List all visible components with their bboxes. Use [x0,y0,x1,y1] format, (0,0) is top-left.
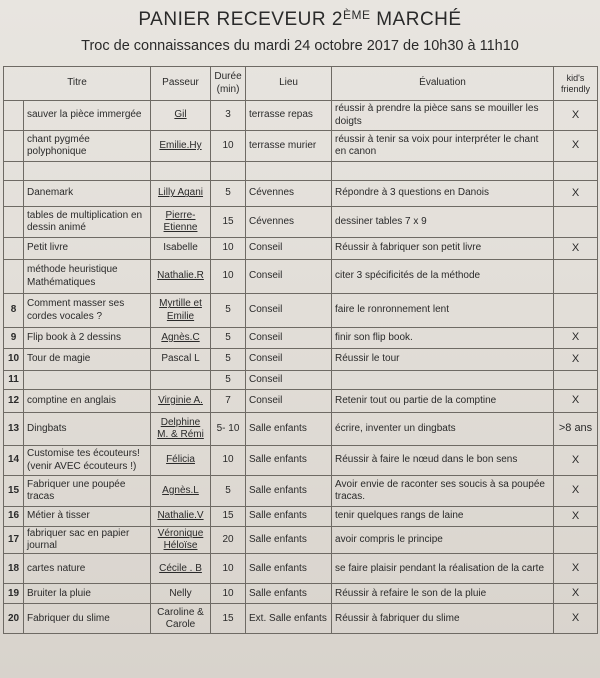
row-number: 16 [4,507,24,527]
cell-evaluation: Réussir à fabriquer du slime [332,604,554,634]
cell-titre: chant pygmée polyphonique [24,131,151,162]
cell-duree: 5 [211,371,246,390]
row-number [4,101,24,131]
cell-evaluation: réussir à tenir sa voix pour interpréter le chant en canon [332,131,554,162]
cell-evaluation: se faire plaisir pendant la réalisation de la carte [332,554,554,584]
cell-kids-friendly: X [554,349,598,371]
cell-titre: Petit livre [24,238,151,260]
cell-passeur [151,101,211,131]
cell-duree: 10 [211,446,246,476]
cell-passeur [151,604,211,634]
document-subtitle: Troc de connaissances du mardi 24 octobre 2017 de 10h30 à 11h10 [81,38,519,54]
cell-passeur [151,476,211,507]
row-number: 14 [4,446,24,476]
cell-lieu: Salle enfants [246,554,332,584]
cell-duree: 10 [211,554,246,584]
passeur-name: Delphine M. & Rémi [157,416,204,440]
table-row [4,476,598,507]
cell-titre: Métier à tisser [24,507,151,527]
cell-kids-friendly: >8 ans [554,413,598,446]
passeur-name: Véronique Héloïse [157,528,204,552]
cell-lieu: Salle enfants [246,584,332,604]
cell-titre: Fabriquer une poupée tracas [24,476,151,507]
cell-lieu: Conseil [246,349,332,371]
cell-duree: 3 [211,101,246,131]
cell-lieu: Cévennes [246,181,332,207]
table-row [4,371,598,390]
header-kids-friendly: kid's friendly [554,67,598,101]
passeur-name: Isabelle [163,242,198,254]
passeur-name: Félicia [166,454,195,466]
table-row [4,527,598,554]
cell-evaluation: écrire, inventer un dingbats [332,413,554,446]
row-number: 15 [4,476,24,507]
cell-duree: 5- 10 [211,413,246,446]
cell-duree: 5 [211,181,246,207]
row-number [4,238,24,260]
cell-titre: comptine en anglais [24,390,151,413]
cell-duree: 5 [211,328,246,349]
table-row [4,294,598,328]
cell-lieu: Conseil [246,294,332,328]
cell-passeur [151,131,211,162]
cell-lieu: Salle enfants [246,527,332,554]
row-number: 18 [4,554,24,584]
header-passeur: Passeur [151,67,211,101]
table-row [4,238,598,260]
cell-duree: 10 [211,584,246,604]
cell-kids-friendly: X [554,131,598,162]
table-row [4,162,598,181]
passeur-name: Pierre-Etienne [163,209,198,233]
cell-titre [24,371,151,390]
table-row [4,260,598,294]
passeur-name: Myrtille et Emilie [159,298,202,322]
cell-passeur [151,527,211,554]
cell-lieu: Ext. Salle enfants [246,604,332,634]
row-number [4,260,24,294]
cell-titre: Tour de magie [24,349,151,371]
cell-lieu: Conseil [246,371,332,390]
cell-passeur [151,507,211,527]
cell-kids-friendly [554,527,598,554]
cell-lieu: terrasse murier [246,131,332,162]
cell-titre: Customise tes écouteurs! (venir AVEC écouteurs !) [24,446,151,476]
document-title: PANIER RECEVEUR 2ÈME MARCHÉ [138,8,462,30]
cell-evaluation: citer 3 spécificités de la méthode [332,260,554,294]
table-row [4,390,598,413]
cell-titre: Danemark [24,181,151,207]
cell-duree: 15 [211,507,246,527]
cell-kids-friendly [554,371,598,390]
row-number [4,207,24,238]
cell-duree [211,162,246,181]
cell-kids-friendly: X [554,476,598,507]
cell-evaluation [332,371,554,390]
cell-kids-friendly [554,162,598,181]
header-evaluation: Évaluation [332,67,554,101]
cell-kids-friendly: X [554,238,598,260]
cell-evaluation: Avoir envie de raconter ses soucis à sa poupée tracas. [332,476,554,507]
row-number: 10 [4,349,24,371]
cell-kids-friendly: X [554,604,598,634]
cell-evaluation: Réussir à refaire le son de la pluie [332,584,554,604]
passeur-name: Agnès.C [161,331,200,343]
table-row [4,181,598,207]
cell-lieu: Conseil [246,238,332,260]
passeur-name: Agnès.L [162,484,199,496]
cell-passeur [151,328,211,349]
cell-evaluation: dessiner tables 7 x 9 [332,207,554,238]
cell-kids-friendly: X [554,181,598,207]
cell-duree: 20 [211,527,246,554]
table-row [4,584,598,604]
passeur-name: Emilie.Hy [159,139,202,151]
cell-evaluation [332,162,554,181]
row-number: 11 [4,371,24,390]
passeur-name: Caroline & Carole [157,606,204,630]
row-number: 17 [4,527,24,554]
cell-passeur [151,162,211,181]
cell-kids-friendly: X [554,390,598,413]
cell-titre: Dingbats [24,413,151,446]
cell-passeur [151,554,211,584]
cell-lieu: Salle enfants [246,476,332,507]
cell-kids-friendly: X [554,554,598,584]
cell-titre: Comment masser ses cordes vocales ? [24,294,151,328]
cell-kids-friendly: X [554,507,598,527]
passeur-name: Virginie A. [158,394,203,406]
cell-passeur [151,349,211,371]
passeur-name: Nathalie.V [157,510,204,522]
cell-titre: cartes nature [24,554,151,584]
cell-duree: 5 [211,349,246,371]
cell-passeur [151,207,211,238]
table-row [4,328,598,349]
cell-titre: Bruiter la pluie [24,584,151,604]
cell-evaluation: avoir compris le principe [332,527,554,554]
cell-evaluation: Réussir à fabriquer son petit livre [332,238,554,260]
cell-titre: Fabriquer du slime [24,604,151,634]
row-number: 8 [4,294,24,328]
header-lieu: Lieu [246,67,332,101]
cell-duree: 5 [211,476,246,507]
cell-passeur [151,390,211,413]
passeur-name: Pascal L [161,353,200,365]
cell-evaluation: faire le ronronnement lent [332,294,554,328]
cell-duree: 7 [211,390,246,413]
cell-lieu: Conseil [246,328,332,349]
header-titre: Titre [4,67,151,101]
cell-passeur [151,181,211,207]
cell-passeur [151,446,211,476]
table-header-row [4,67,598,101]
passeur-name: Gil [174,109,187,121]
passeur-name: Cécile . B [159,562,202,574]
passeur-name: Lilly Agani [158,187,204,199]
cell-kids-friendly: X [554,446,598,476]
cell-passeur [151,413,211,446]
cell-lieu: Cévennes [246,207,332,238]
passeur-name: Nathalie.R [157,270,204,282]
cell-kids-friendly [554,260,598,294]
cell-evaluation: Réussir le tour [332,349,554,371]
row-number [4,131,24,162]
cell-passeur [151,584,211,604]
cell-duree: 15 [211,604,246,634]
cell-kids-friendly [554,207,598,238]
passeur-name: Nelly [169,587,192,599]
cell-titre [24,162,151,181]
row-number [4,162,24,181]
row-number [4,181,24,207]
table-row [4,101,598,131]
cell-evaluation: Répondre à 3 questions en Danois [332,181,554,207]
cell-kids-friendly [554,294,598,328]
cell-evaluation: Réussir à faire le nœud dans le bon sens [332,446,554,476]
cell-duree: 10 [211,131,246,162]
cell-passeur [151,238,211,260]
cell-evaluation: Retenir tout ou partie de la comptine [332,390,554,413]
table-row [4,207,598,238]
cell-lieu: Salle enfants [246,413,332,446]
cell-lieu: terrasse repas [246,101,332,131]
cell-lieu [246,162,332,181]
cell-evaluation: finir son flip book. [332,328,554,349]
cell-duree: 10 [211,260,246,294]
cell-passeur [151,371,211,390]
table-row [4,604,598,634]
cell-evaluation: réussir à prendre la pièce sans se mouiller les doigts [332,101,554,131]
table-row [4,554,598,584]
cell-passeur [151,260,211,294]
row-number: 9 [4,328,24,349]
cell-titre: méthode heuristique Mathématiques [24,260,151,294]
table-row [4,131,598,162]
cell-lieu: Salle enfants [246,446,332,476]
table-row [4,413,598,446]
cell-titre: Flip book à 2 dessins [24,328,151,349]
cell-lieu: Salle enfants [246,507,332,527]
cell-kids-friendly: X [554,584,598,604]
cell-titre: fabriquer sac en papier journal [24,527,151,554]
schedule-table [3,66,598,634]
cell-duree: 5 [211,294,246,328]
cell-kids-friendly: X [554,101,598,131]
cell-passeur [151,294,211,328]
cell-kids-friendly: X [554,328,598,349]
row-number: 19 [4,584,24,604]
cell-duree: 10 [211,238,246,260]
cell-evaluation: tenir quelques rangs de laine [332,507,554,527]
cell-titre: sauver la pièce immergée [24,101,151,131]
cell-lieu: Conseil [246,390,332,413]
header-duree: Durée (min) [211,67,246,101]
table-row [4,349,598,371]
cell-lieu: Conseil [246,260,332,294]
table-row [4,446,598,476]
table-row [4,507,598,527]
row-number: 12 [4,390,24,413]
row-number: 20 [4,604,24,634]
cell-titre: tables de multiplication en dessin animé [24,207,151,238]
cell-duree: 15 [211,207,246,238]
row-number: 13 [4,413,24,446]
